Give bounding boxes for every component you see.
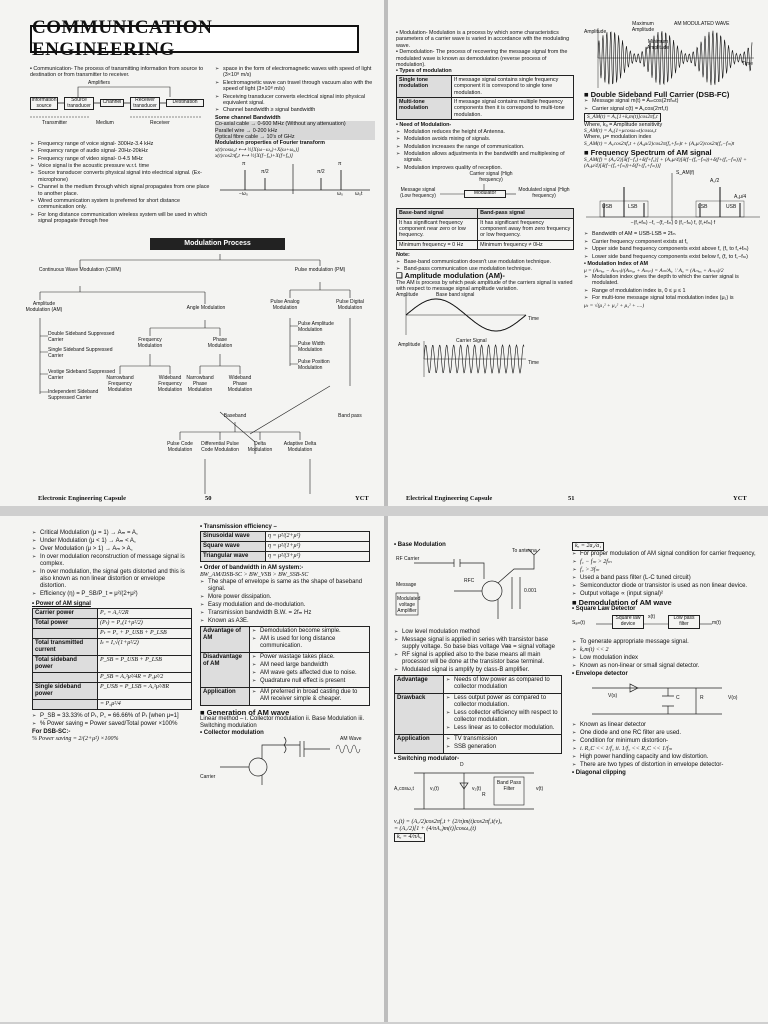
block-diagram-arrows: [30, 81, 210, 141]
sld-heading: • Square Law Detector: [572, 606, 636, 612]
list-item: ➢ Critical Modulation (μ = 1) → Aₘ = A꜀: [32, 530, 192, 537]
mi-total: μₜ = √(μ₁² + μ₂² + μ₃² + ....): [584, 302, 645, 309]
right-bullets: [215, 66, 375, 114]
list-item: ➢ Modulation avoids mixing of signals.: [396, 136, 576, 142]
dsbfc-heading: ■ Double Sideband Full Carrier (DSB-FC): [584, 92, 762, 98]
generation-heading: ■ Generation of AM wave: [200, 709, 372, 716]
communication-definition: • Communication- The process of transmitting information from source to destination or from transmitter to receiver.: [30, 66, 204, 79]
list-item: ➢ kₐm(t) << 2: [572, 647, 762, 654]
tree-node: Delta Modulation: [247, 441, 273, 453]
list-item: ➢ f꜀ > 3fₘ: [572, 567, 762, 574]
diagonal-clipping-heading: • Diagonal clipping: [572, 770, 626, 776]
list-item: ➢ Modulated signal is amplify by class-B amplifier.: [394, 667, 562, 674]
list-item: ➢ Output voltage ∝ (input signal)²: [572, 591, 762, 598]
advantages-table: [200, 626, 370, 706]
te-table: [200, 531, 370, 562]
list-item: ➢ f꜀ − fₘ > 2fₘ: [572, 559, 762, 566]
ka-box: kₐ = 4/πA꜀: [394, 833, 425, 842]
receiver-label: Receiver: [150, 119, 170, 126]
footer-left: Electronic Engineering Capsule: [38, 495, 126, 502]
list-item: ➢ Modulation improves quality of reception.: [396, 165, 576, 171]
list-item: ➢ One diode and one RC filter are used.: [572, 730, 762, 737]
list-item: ➢ Bandwidth of AM = USB-LSB = 2fₘ: [584, 231, 762, 237]
collector-circuit: AM Wave Carrier: [200, 737, 372, 787]
table-row: Disadvantage of AM ➢ Power wastage takes place. ➢ AM need large bandwidth ➢ AM wave gets affected due to noise. ➢ Quadrature null effect is present: [201, 653, 370, 688]
list-item: ➢ Frequency range of audio signal- 20Hz-20kHz: [30, 148, 210, 154]
am-wave-plot: [584, 22, 762, 92]
tree-node: Independent Sideband Suppressed Carrier: [48, 389, 99, 401]
tree-node: Adaptive Delta Modulation: [283, 441, 317, 453]
list-item: ➢ In over modulation, the signal gets distorted and this is also known as non linear distortion or envelope distortion.: [32, 569, 192, 590]
power-heading: • Power of AM signal: [32, 601, 91, 607]
table-row: Carrier power P꜀ = A꜀²/2R: [33, 609, 192, 619]
modulation-tree: [20, 254, 380, 484]
left-column: • Base Modulation To antenna RF Carrier Message Modulated voltage Amplifier RFC 0.001 ➢ Low level modulation method ➢ Message signal is applied in series with transistor base supply voltage. So base bias voltage Vᴃʙ = signal voltage ➢ RF signal is applied also to the base means all main processor will be done at the transistor base terminal. ➢ Modulated signal is amplify by class-B amplifier. Advantage ➢ Needs of low power as compared to collector modulation Drawback ➢ Less output power as compared to collector modulation. ➢ Less collector efficiency with respect to collector modulation. ➢ Less linear as to collector modulation. Application ➢ TV transmission ➢ SSB generation • Switching modulator- D A꜀cosω꜀t v₁(t) v₂(t) R Band Pass Filter v(t) v₀(t) = (A꜀/2)cos2πf꜀t + (2/π)m(t)cos2πf꜀t(v)₀ = (A꜀/2)[1 + (4/πA꜀)m(t)]cosω꜀(t) kₐ = 4/πA꜀: [394, 542, 562, 842]
tree-node: Differential Pulse Code Modulation: [201, 441, 239, 453]
list-item: ➢ Less linear as to collector modulation.: [446, 725, 559, 732]
types-heading: • Types of modulation: [396, 68, 452, 75]
list-item: ➢ Receiving transducer converts electrical signal into physical equivalent signal.: [215, 94, 375, 107]
base-modulation-circuit: To antenna RF Carrier Message Modulated voltage Amplifier RFC 0.001: [394, 549, 562, 629]
table-row: Total power (Pₜ) = P꜀(1+μ²/2): [33, 619, 192, 629]
need-list: [396, 129, 576, 171]
destination-box: Destination: [166, 99, 204, 107]
tree-node: Baseband: [223, 413, 247, 419]
list-item: ➢ Known as A3E.: [200, 618, 372, 625]
generation-text: Linear method – i. Collector modulation ii. Base Modulation iii. Switching modulation: [200, 716, 365, 729]
fourier-heading: Modulation properties of Fourier transform: [215, 140, 325, 147]
am-heading: ❑ Amplitude modulation (AM)-: [396, 273, 576, 279]
footer-right: YCT: [355, 495, 369, 502]
order-list: [200, 579, 372, 625]
sld-diagram: Square law device Low pass filter Sₐₘ(t) x(t) m(t): [572, 614, 721, 627]
table-row: Pₜ = P꜀ + P_USB + P_LSB: [33, 629, 192, 639]
dsbsc-heading: For DSB-SC:-: [32, 729, 71, 735]
list-item: ➢ Semiconductor diode or transistor is used as non linear device.: [572, 583, 762, 590]
baseband-table: [396, 208, 574, 250]
page-53: [388, 516, 768, 1022]
list-item: ➢ Low level modulation method: [394, 629, 562, 636]
base-modulation-heading: • Base Modulation: [394, 542, 446, 548]
transmitter-label: Transmitter: [42, 119, 68, 126]
tree-node: Narrowband Frequency Modulation: [106, 375, 134, 393]
tree-node: Band pass: [338, 413, 362, 419]
types-table: [396, 75, 574, 120]
env-diagram: V(s) C R V(o): [572, 678, 762, 722]
list-item: ➢ Electromagnetic wave can travel through vacuum also with the speed of light (3×10⁸ m/s): [215, 80, 375, 93]
dsbsc-formula: % Power saving = 2/(2+μ²) ×100%: [32, 736, 119, 742]
need-heading: • Need of Modulation-: [396, 122, 452, 129]
switching-circuit: D A꜀cosω꜀t v₁(t) v₂(t) R Band Pass Filter v(t): [394, 763, 562, 819]
footer-right: YCT: [733, 495, 747, 502]
modulator-box: Modulator: [464, 190, 506, 198]
list-item: ➢ Carrier frequency component exists at f꜀: [584, 239, 762, 245]
tree-node: Pulse Code Modulation: [167, 441, 193, 453]
list-item: ➢ Over Modulation (μ > 1) → Aₘ > A꜀: [32, 546, 192, 553]
table-row: Single sideband power P_USB = P_LSB = A꜀²μ²/8R: [33, 683, 192, 700]
waveform-plots: [396, 293, 576, 379]
list-item: ➢ To generate appropriate message signal.: [572, 639, 762, 646]
list-item: ➢ The shape of envelope is same as the shape of baseband signal.: [200, 579, 372, 593]
fourier-formula-2: x(t)cos2πf₀t ⟷ ½[X(f−f₀)+X(f+f₀)]: [215, 153, 294, 160]
te-heading: • Transmission efficiency –: [200, 524, 277, 530]
list-item: ➢ space in the form of electromagnetic waves with speed of light (3×10⁸ m/s): [215, 66, 375, 79]
sld-list: [572, 639, 762, 670]
list-item: ➢ Modulation increases the range of communication.: [396, 144, 576, 150]
ka-formula: kₐ = 2a₂/a₁: [572, 542, 604, 551]
tree-node: Pulse Width Modulation: [298, 341, 325, 353]
left-column: [30, 66, 210, 226]
modulation-conditions: [32, 530, 192, 598]
list-item: ➢ TV transmission: [446, 736, 559, 743]
low-level-list: [394, 629, 562, 674]
list-item: ➢ Transmission bandwidth B.W. = 2fₘ Hz: [200, 610, 372, 617]
list-item: ➢ Demodulation become simple.: [252, 628, 367, 635]
amplifiers-label: Amplifiers: [88, 79, 110, 86]
tree-node: Amplitude Modulation (AM): [25, 301, 63, 313]
table-row: P_SB = A꜀²μ²/4R = P꜀μ²/2: [33, 673, 192, 683]
order-heading: • Order of bandwidth in AM system:-: [200, 565, 304, 571]
list-item: ➢ Known as non-linear or small signal detector.: [572, 663, 762, 670]
table-row: Application ➢ TV transmission ➢ SSB generation: [395, 735, 562, 754]
table-row: Minimum frequency = 0 Hz Minimum frequency ≠ 0Hz: [397, 240, 574, 249]
modulation-definition: • Modulation- Modulation is a process by which some characteristics parameters of a carrier wave is varied in accordance with the modulating wave.: [396, 30, 570, 49]
list-item: ➢ SSB generation: [446, 744, 559, 751]
table-row: Advantage ➢ Needs of low power as compared to collector modulation: [395, 676, 562, 694]
mi-list: [584, 274, 762, 302]
list-item: ➢ Message signal m(t) = Aₘcos(2πfₘt): [584, 98, 762, 104]
power-tail: [32, 713, 192, 728]
list-item: ➢ Power wastage takes place.: [252, 654, 367, 661]
list-item: ➢ Condition for minimum distortion-: [572, 738, 762, 745]
tree-node: Pulse Amplitude Modulation: [298, 321, 334, 333]
list-item: ➢ Channel bandwidth ≥ signal bandwidth: [215, 107, 375, 113]
list-item: ➢ AM wave gets affected due to noise.: [252, 670, 367, 677]
list-item: ➢ Carrier signal c(t) = A꜀cos(2πf꜀t): [584, 106, 762, 112]
page-50: [0, 0, 384, 506]
channel-box: Channel: [100, 99, 124, 107]
tree-node: Single Sideband Suppressed Carrier: [48, 347, 113, 359]
collector-heading: • Collector modulation: [200, 730, 264, 736]
list-item: ➢ There are two types of distortion in envelope detector-: [572, 762, 762, 769]
list-item: ➢ Channel is the medium through which signal propagates from one place to another place.: [30, 184, 210, 197]
top-spread: [0, 0, 768, 506]
circuit-diagram: [200, 737, 370, 787]
list-item: ➢ Voice signal is the acoustic pressure w.r.t. time: [30, 163, 210, 169]
tree-node: Pulse Digital Modulation: [336, 299, 364, 311]
table-row: Application ➢ AM preferred in broad casting due to AM receiver simple & cheaper.: [201, 688, 370, 706]
list-item: ➢ In over modulation reconstruction of message signal is complex.: [32, 554, 192, 568]
list-item: ➢ Less collector efficiency with respect to collector modulation.: [446, 710, 559, 724]
list-item: ➢ Less output power as compared to collector modulation.: [446, 695, 559, 709]
proper-list: [572, 551, 762, 598]
note-heading: Note:: [396, 252, 410, 259]
page-number: 51: [568, 495, 575, 502]
tree-node: Narrowband Phase Modulation: [186, 375, 214, 393]
list-item: ➢ Message signal is applied in series with transistor base supply voltage. So base bias voltage Vᴃʙ = signal voltage: [394, 637, 562, 651]
source-transducer-box: Source transducer: [64, 97, 94, 111]
am-definition: The AM is process by which peak amplitude of the carriers signal is varied with respect to message signal amplitude variation.: [396, 279, 573, 293]
list-item: ➢ % Power saving = Power saved/Total power ×100%: [32, 721, 192, 728]
left-bullets: [30, 141, 210, 225]
list-item: ➢ AM preferred in broad casting due to AM receiver simple & cheaper.: [252, 689, 367, 703]
list-item: ➢ Modulation index gives the depth to which the carrier signal is modulated.: [584, 274, 762, 287]
table-row: It has significant frequency component near zero or low frequency. It has significant frequency component away from zero frequency or low frequency.: [397, 218, 574, 240]
list-item: ➢ Under Modulation (μ < 1) → Aₘ < A꜀: [32, 538, 192, 545]
footer-left: Electrical Engineering Capsule: [406, 495, 493, 502]
table-row: Triangular wave η = μ²/(3+μ²): [201, 552, 370, 562]
table-row: Square wave η = μ²/(1+μ²): [201, 542, 370, 552]
power-table: [32, 608, 192, 710]
table-row: Total sideband power P_SB = P_USB + P_LSB: [33, 656, 192, 673]
list-item: ➢ Needs of low power as compared to collector modulation: [446, 677, 559, 691]
demodulation-definition: • Demodulation- The process of recovering the message signal from the modulated wave is known as demodulation (reverse process of modulation).: [396, 49, 568, 69]
left-column: [396, 30, 576, 379]
list-item: ➢ Efficiency (η) = P_SB/P_t = μ²/(2+μ²): [32, 591, 192, 598]
spectrum-heading: ■ Frequency Spectrum of AM signal: [584, 150, 762, 156]
list-item: ➢ Wired communication system is preferred for short distance communication only.: [30, 198, 210, 211]
fourier-formula-1: x(t)cosω₀t ⟷ ½[X(ω−ω₀)+X(ω+ω₀)]: [215, 146, 300, 153]
sam-formula: S_AM(t) = A꜀[1+kₐm(t)]cos2πf꜀t: [584, 113, 661, 121]
list-item: ➢ RF signal is applied also to the base means all main processor will be done at the transistor base terminal.: [394, 652, 562, 666]
right-column: AM MODULATED WAVE Maximum Amplitude Minimum Amplitude Amplitude Time ■ Double Sideband Full Carrier (DSB-FC) ➢ Message signal m(t) = Aₘcos(2πfₘt) ➢ Carrier signal c(t) = A꜀cos(2πf꜀t) S_AM(t) = A꜀[1+kₐm(t)]cos2πf꜀t Where, kₐ = Amplitude sensitivity S_AM(t) = A꜀(1+μcosωₘt)cosω꜀t Where, μ= modulation index S_AM(t) = A꜀cos2πf꜀t + (A꜀μ/2)cos2π(f꜀+fₘ)t + (A꜀μ/2)cos2π(f꜀−fₘ)t ■ Frequency Spectrum of AM signal S_AM(f) = (A꜀/2)[δ(f−f꜀)+δ(f+f꜀)] + (A꜀μ/4)[δ(f−(f꜀−fₘ))+δ(f+(f꜀−fₘ))] + (A꜀μ/4)[δ(f−(f꜀+fₘ))+δ(f+(f꜀+fₘ))] USB LSB LSB USB S_AM(f) A꜀/2 A꜀μ/4 −(f꜀+fₘ) −f꜀ −(f꜀−fₘ) 0 (f꜀−fₘ) f꜀ (f꜀+fₘ) f ➢ Bandwidth of AM = USB-LSB = 2fₘ ➢ Carrier frequency component exists at f꜀ ➢ Upper side band frequency components exist above f꜀ (f꜀ to f꜀+fₘ) ➢ Lower side band frequency components exist below f꜀ (f꜀ to f꜀−fₘ) • Modulation Index of AM μ = (Aₘₐₓ − Aₘᵢₙ)/(Aₘₐₓ + Aₘᵢₙ) = Aₘ/A꜀ ∵ A꜀ = (Aₘₐₓ + Aₘᵢₙ)/2 ➢ Modulation index gives the depth to which the carrier signal is modulated. ➢ Range of modulation index is, 0 ≤ μ ≤ 1 ➢ For multi-tone message signal total modulation index (μ₁) is μₜ = √(μ₁² + μ₂² + μ₃² + ....): [584, 22, 762, 309]
tree-node: Wideband Phase Modulation: [227, 375, 253, 393]
tree-node: Wideband Frequency Modulation: [157, 375, 183, 393]
list-item: ➢ Range of modulation index is, 0 ≤ μ ≤ 1: [584, 288, 762, 294]
table-row: Base-band signal Band-pass signal: [397, 209, 574, 218]
list-item: ➢ Easy modulation and de-modulation.: [200, 602, 372, 609]
right-column: [572, 542, 762, 777]
table-row: Sinusoidal wave η = μ²/(2+μ²): [201, 532, 370, 542]
tree-node: Angle Modulation: [186, 305, 226, 311]
medium-label: Medium: [96, 119, 114, 126]
table-row: Multi-tone modulation If message signal contains multiple frequency components then it is correspond to multi-tone modulation.: [397, 98, 574, 120]
page-title: COMMUNICATION ENGINEERING: [30, 25, 359, 53]
tree-node: Pulse Analog Modulation: [270, 299, 300, 311]
list-item: ➢ For proper modulation of AM signal condition for carrier frequency,: [572, 551, 762, 558]
list-item: ➢ Lower side band frequency components exist below f꜀ (f꜀ to f꜀−fₘ): [584, 254, 762, 260]
page-51: [388, 0, 768, 506]
page-52: [0, 516, 384, 1022]
list-item: ➢ High power handling capacity and low distortion.: [572, 754, 762, 761]
fourier-spectrum: π π π/2 π/2 −ω₀ ω₀ ω₀t: [215, 160, 375, 200]
table-row: = P꜀μ²/4: [33, 700, 192, 710]
list-item: ➢ Source transducer converts physical signal into electrical signal. (Ex-microphone): [30, 170, 210, 183]
waveforms: Amplitude Base band signal Time Amplitude Carrier Signal Time: [396, 293, 576, 379]
dsbfc-list: [584, 98, 762, 112]
list-item: ➢ For multi-tone message signal total modulation index (μ₁) is: [584, 295, 762, 301]
tree-node: Pulse Position Modulation: [298, 359, 330, 371]
list-item: ➢ AM need large bandwidth: [252, 662, 367, 669]
list-item: ➢ Modulation allows adjustments in the bandwidth and multiplexing of signals.: [396, 151, 576, 164]
tree-node: Double Sideband Suppressed Carrier: [48, 331, 115, 343]
list-item: ➢ AM is used for long distance communication.: [252, 636, 367, 650]
tree-node: Phase Modulation: [207, 337, 233, 349]
list-item: ➢ More power dissipation.: [200, 594, 372, 601]
bandwidth-list: [584, 231, 762, 260]
demod-heading: ■ Demodulation of AM wave: [572, 599, 762, 606]
tree-node: Vestige Sideband Suppressed Carrier: [48, 369, 115, 381]
list-item: ➢ Base-band communication doesn't use modulation technique.: [396, 259, 576, 265]
tree-node: Pulse modulation (PM): [294, 267, 346, 273]
list-item: ➢ i. R꜀C << 1/f꜀ ii. 1/f꜀ << R꜀C << 1/fₘ: [572, 746, 762, 753]
bottom-spread: [0, 516, 768, 1022]
receiver-transducer-box: Receiver transducer: [130, 97, 160, 111]
switching-heading: • Switching modulator-: [394, 756, 460, 762]
env-list: [572, 722, 762, 769]
tree-node: Continuous Wave Modulation (CWM): [38, 267, 122, 273]
list-item: ➢ Upper side band frequency components exist above f꜀ (f꜀ to f꜀+fₘ): [584, 246, 762, 252]
mi-heading: • Modulation Index of AM: [584, 261, 648, 268]
spectrum-formula: S_AM(f) = (A꜀/2)[δ(f−f꜀)+δ(f+f꜀)] + (A꜀μ/4)[δ(f−(f꜀−fₘ))+δ(f+(f꜀−fₘ))] + (A꜀μ/4)[δ(f−(f꜀+fₘ))+δ(f+(f꜀+fₘ))]: [584, 156, 747, 170]
modulator-diagram: Carrier signal (High frequency) Message signal (Low frequency) Modulator Modulated signal (High frequency): [400, 171, 570, 199]
tree-node: Frequency Modulation: [137, 337, 163, 349]
table-row: Single tone modulation If message signal contains single frequency component it is correspond to single tone modulation.: [397, 75, 574, 97]
list-item: ➢ Low modulation index: [572, 655, 762, 662]
information-source-box: Information source: [31, 96, 57, 109]
bandwidth-lines: Co-axial cable → 0-600 MHz (Without any attenuation) Parallel wire → 0-200 kHz Optical fibre cable → 10's of GHz: [215, 121, 375, 140]
right-column: [215, 66, 375, 200]
list-item: ➢ Used a band pass filter (L-C tuned circuit): [572, 575, 762, 582]
right-column: • Transmission efficiency – Sinusoidal wave η = μ²/(2+μ²) Square wave η = μ²/(1+μ²) Triangular wave η = μ²/(3+μ²) • Order of bandwidth in AM system:- BW_AM/DSB-SC > BW_VSB > BW_SSB-SC ➢ The shape of envelope is same as the shape of baseband signal. ➢ More power dissipation. ➢ Easy modulation and de-modulation. ➢ Transmission bandwidth B.W. = 2fₘ Hz ➢ Known as A3E. Advantage of AM ➢ Demodulation become simple. ➢ AM is used for long distance communication. Disadvantage of AM ➢ Power wastage takes place. ➢ AM need large bandwidth ➢ AM wave gets affected due to noise. ➢ Quadrature null effect is present Application ➢ AM preferred in broad casting due to AM receiver simple & cheaper. ■ Generation of AM wave Linear method – i. Collector modulation ii. Base Modulation iii. Switching modulation • Collector modulation AM Wave Carrier: [200, 524, 372, 787]
list-item: ➢ For long distance communication wireless system will be used in which signal propagate through free: [30, 212, 210, 225]
list-item: ➢ Modulation reduces the height of Antenna.: [396, 129, 576, 135]
notes-list: [396, 259, 576, 273]
modulation-process-banner: Modulation Process: [150, 238, 285, 250]
table-row: Total transmitted current Iₜ = I꜀√(1+μ²/2): [33, 639, 192, 656]
channel-bandwidth-heading: Some channel Bandwidth: [215, 114, 281, 121]
communication-block-diagram: [30, 81, 210, 141]
list-item: ➢ Known as linear detector: [572, 722, 762, 729]
am-modulated-wave: AM MODULATED WAVE Maximum Amplitude Minimum Amplitude Amplitude Time: [584, 22, 762, 92]
table-row: Drawback ➢ Less output power as compared to collector modulation. ➢ Less collector efficiency with respect to collector modulation. ➢ Less linear as to collector modulation.: [395, 694, 562, 735]
advantages-table: [394, 675, 562, 754]
list-item: ➢ Frequency range of voice signal- 300Hz-3.4 kHz: [30, 141, 210, 147]
env-heading: • Envelope detector: [572, 671, 628, 677]
mi-formula: μ = (Aₘₐₓ − Aₘᵢₙ)/(Aₘₐₓ + Aₘᵢₙ) = Aₘ/A꜀ ∵ A꜀ = (Aₘₐₓ + Aₘᵢₙ)/2: [584, 267, 724, 274]
am-spectrum: USB LSB LSB USB S_AM(f) A꜀/2 A꜀μ/4 −(f꜀+fₘ) −f꜀ −(f꜀−fₘ) 0 (f꜀−fₘ) f꜀ (f꜀+fₘ) f: [584, 169, 762, 231]
page-number: 50: [205, 495, 212, 502]
left-column: [32, 530, 192, 743]
list-item: ➢ Quadrature null effect is present: [252, 678, 367, 685]
table-row: Advantage of AM ➢ Demodulation become simple. ➢ AM is used for long distance communication.: [201, 627, 370, 653]
list-item: ➢ P_SB = 33.33% of Pₜ, P꜀ = 66.66% of Pₜ [when μ=1]: [32, 713, 192, 720]
list-item: ➢ Frequency range of video signal- 0-4.5 MHz: [30, 156, 210, 162]
list-item: ➢ Band-pass communication use modulation technique.: [396, 266, 576, 272]
